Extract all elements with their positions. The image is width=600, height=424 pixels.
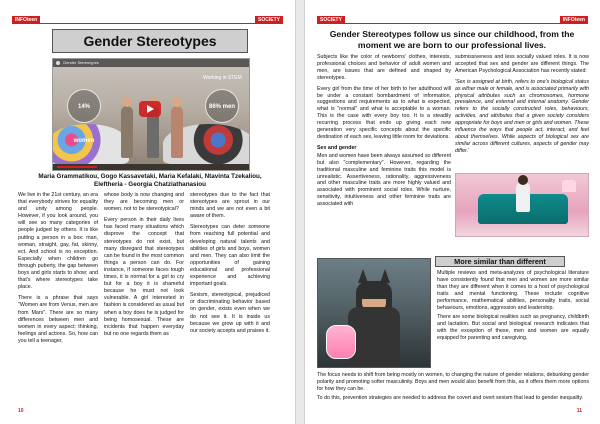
right-header — [317, 16, 588, 24]
left-header — [12, 16, 283, 24]
paragraph: whose body is now changing and they are becoming men or women, not to be stereotypical? — [104, 192, 184, 213]
video-controls[interactable] — [53, 164, 249, 170]
section-heading: Sex and gender — [317, 144, 357, 151]
right-column-b — [455, 54, 589, 159]
page-title: Gender Stereotypes follow us since our childhood, from the moment we are born to our professional lives. — [329, 29, 575, 50]
paragraph: Every person in their daily lives has faced many situations which disprove the concept that stereotypes do not exist, but many disregard that stereotypes can be found in the most common things a person can do. For instance, if someone faces tough times, it is normal for a girl to cry but for a boy it is shameful because he must not look vulnerable. A girl interested in fashion is considered as usual but when a boy does he is judged for being homosexual. These are incidents that happen everyday but no one regards them as — [104, 217, 184, 337]
section-subheading: More similar than different — [435, 256, 565, 267]
paragraph: Every girl from the time of her birth to her adulthood will be under a constant bombardment of information, suggestions and requirements as to what is expected, what is "normal" and what is acceptable to a woman. This is the case with every boy too. It is a steadily recurring process that ends up giving each new generation very specific concepts about the specific destination of each sex, leaving little room for deviations. — [317, 85, 451, 140]
pink-toy-shape — [326, 325, 356, 359]
section-badge: SOCIETY — [255, 16, 283, 24]
girl-figure — [516, 182, 530, 212]
video-caption: Working in STEM — [203, 75, 242, 81]
photo-child-batman — [317, 258, 431, 368]
column-3 — [190, 192, 270, 339]
paragraph: Stereotypes can deter someone from reaching full potential and developing natural talents and abilities of girls and boys, women and men. They can also limit the opportunities of gaining educational and professional experience and achieving important goals. — [190, 224, 270, 288]
left-page — [0, 0, 296, 424]
header-rule — [317, 23, 588, 24]
lamp-shape — [562, 180, 576, 192]
video-top-bar — [53, 59, 249, 67]
page-gutter — [296, 0, 304, 424]
page-number: 10 — [18, 408, 24, 414]
column-2 — [104, 192, 184, 342]
paragraph: To do this, prevention strategies are needed to address the covert and overt sexism that lead to gender inequality. — [317, 394, 584, 401]
page-number: 11 — [576, 408, 582, 414]
progress-bar[interactable] — [57, 166, 97, 168]
apa-quote: 'Sex is assigned at birth, refers to one's biological status as either male or female, and is associated primarily with physical attributes such as chromosomes, hormone prevalence, and external and internal anatomy. Gender refers to the socially constructed roles, behaviours, activities, and attributes that a given society considers appropriate for boys and men or girls and women. These influence the ways that people act, interact, and feel about themselves. While aspects of biological sex are similar across different cultures, aspects of gender may differ.' — [455, 78, 589, 154]
header-rule — [12, 23, 283, 24]
brand-badge: INFOteen — [12, 16, 40, 24]
paragraph: Subjects like the color of newborns' clothes, interests, professional choices and behavior of adult women and men, are issues that are defined and shaped by stereotypes. — [317, 54, 451, 81]
paragraph: There are some biological realities such as pregnancy, childbirth and lactation. But social and biological research indicates that with the exception of these, men and women are equally equipped for parenting and caregiving. — [437, 314, 589, 342]
paragraph: Men and women have been always assumed so different but also "complementary". However, regarding the traditional masculine and feminine traits this model is unrealistic. Assertiveness, rationality, aggressiveness and other masculine traits are more highly valued and associated with prominent social roles. While nurture, sensitivity, intuitiveness and other feminine traits are associated with — [317, 152, 451, 208]
authors-line: Maria Grammatikou, Gogo Kassavetaki, Maria Kefalaki, Ntavinta Tzekaliou, Eleftheria - Georgia Chatziathanasiou — [38, 173, 262, 188]
stat-bubble-men: 86% men — [205, 89, 239, 123]
paragraph: There is a phrase that says "Women are from Venus, men are from Mars". There are so many differences between men and women in every aspect: thinking, feelings and actions. So, how can you tell a teenager, — [18, 295, 98, 344]
bottom-text-block — [317, 372, 589, 404]
paragraph: Multiple reviews and meta-analyzes of psychological literature have consistently found that men and women are more similar than they are different when it comes to a host of psychological traits and mental functioning. These include cognitive performance, mathematical abilities, personality traits, social behaviours, emotions, aggression and leadership. — [437, 270, 589, 311]
paragraph: The focus needs to shift from being mostly on women, to changing the nature of gender relations, debunking gender polarity and promoting softer masculinity. Boys and men would also benefit from this, as it offers them more options for how they can be. — [317, 372, 589, 392]
paragraph: We live in the 21st century, an era that everybody strives for equality and unity among people. However, if you look around, you will see so many categories of people judged by others. It is like putting a person in a box: man, woman, straight, gay, fat, skinny, ect. And school is no exception. Especially when children go through puberty, the gap between boys and girls starts to show; and that's where stereotypes take place. — [18, 192, 98, 291]
section-badge: SOCIETY — [317, 16, 345, 24]
page-title: Gender Stereotypes — [52, 29, 248, 53]
paragraph: submissiveness and less socially valued roles. It is now accepted that sex and gender are different things. The American Psychological Association has recently stated: — [455, 54, 589, 74]
video-player[interactable] — [52, 58, 250, 171]
person-figure — [171, 106, 183, 158]
person-figure — [121, 106, 133, 158]
photo-girl-on-couch — [455, 173, 589, 237]
right-page — [304, 0, 600, 424]
column-1 — [18, 192, 98, 349]
right-column-a — [317, 54, 451, 212]
video-title: Gender Stereotypes — [63, 60, 99, 65]
paragraph: stereotypes due to the fact that stereotypes are sprout in our minds and we are not even a bit aware of them. — [190, 192, 270, 220]
channel-icon — [56, 61, 60, 65]
brand-badge: INFOteen — [560, 16, 588, 24]
play-icon[interactable] — [139, 101, 161, 117]
similar-text-block — [437, 270, 589, 345]
paragraph: Sexism, stereotypical, prejudiced or discriminating behavior based on gender, exists even when we do not see it. It is inside us because we grow up with it and our society accepts and praises it. — [190, 292, 270, 334]
stat-bubble-women: 14% women — [67, 89, 101, 123]
